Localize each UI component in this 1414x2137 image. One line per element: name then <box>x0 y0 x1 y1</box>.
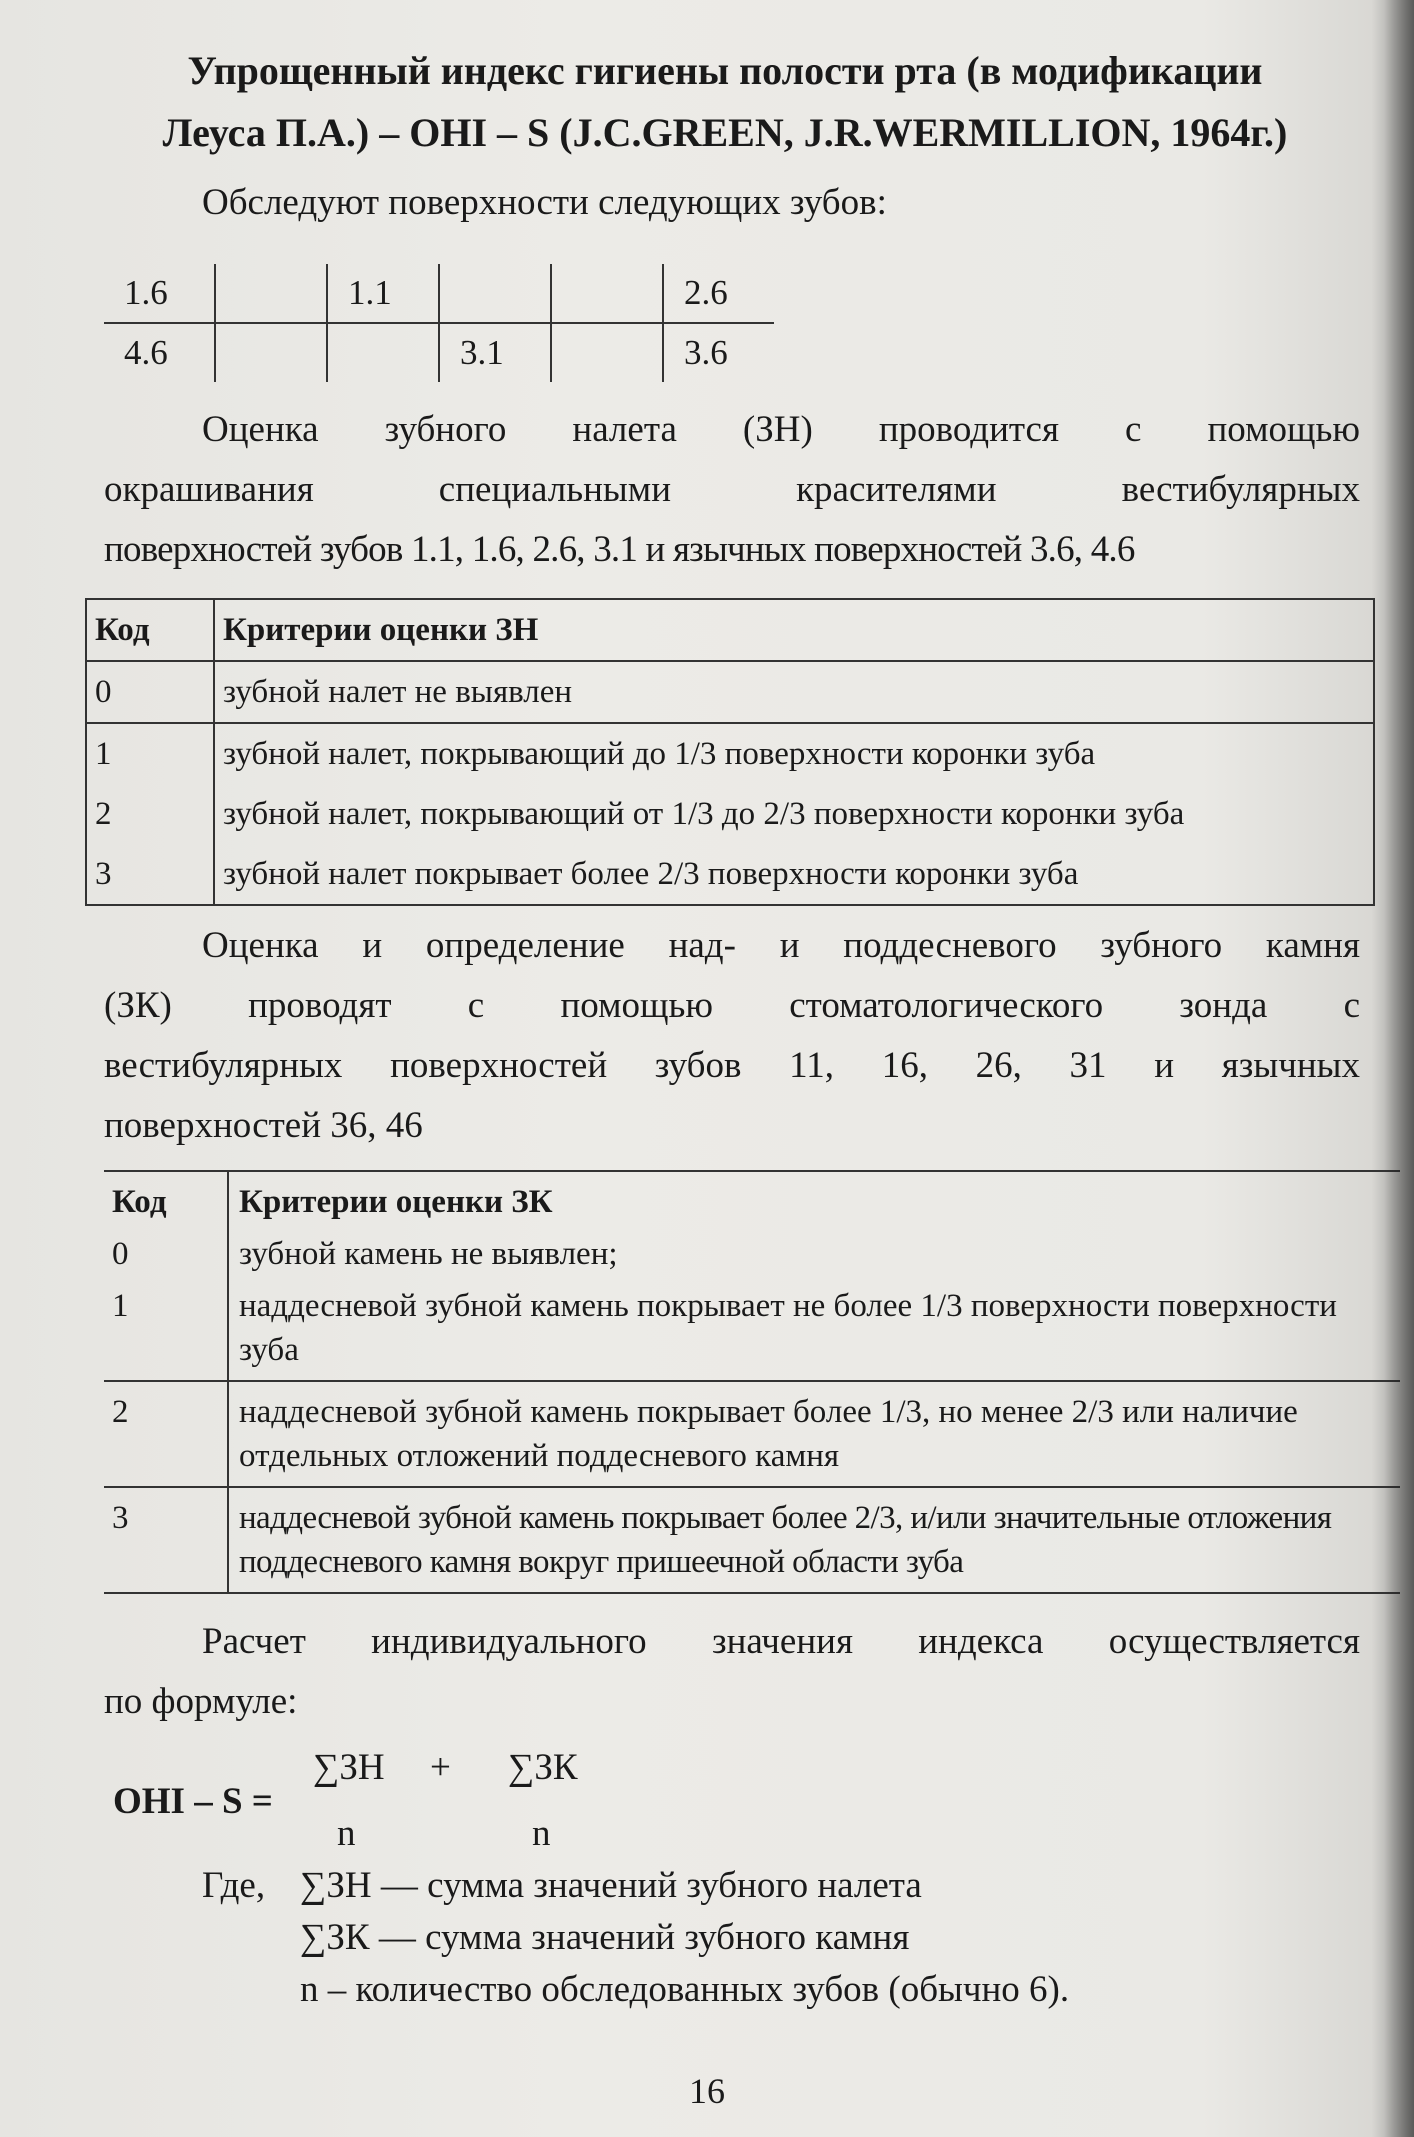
title-line-1: Упрощенный индекс гигиены полости рта (в модификации <box>187 48 1263 93</box>
calculus-line-3: вестибулярных поверхностей зубов 11, 16, 26, 31 и язычных <box>104 1045 1360 1086</box>
formula-label: OHI – S = <box>113 1781 273 1822</box>
legend-prefix: Где, <box>202 1865 266 1906</box>
table-row <box>104 1284 1400 1381</box>
formula-numerator-calculus: ∑ЗК <box>508 1747 578 1788</box>
table-header-row <box>104 1171 1400 1232</box>
table-row <box>104 1487 1400 1593</box>
criteria-cell: наддесневой зубной камень покрывает более 1/3, но менее 2/3 или наличие отдельных отложений поддесневого камня <box>228 1381 1400 1487</box>
criteria-cell: наддесневой зубной камень покрывает более 2/3, и/или значительные отложения поддесневого камня вокруг пришеечной области зуба <box>239 1500 1332 1580</box>
tooth-cell <box>551 264 663 323</box>
tooth-cell: 1.6 <box>104 264 215 323</box>
criteria-cell: зубной налет не выявлен <box>214 661 1374 723</box>
binding-shadow <box>1384 0 1414 2137</box>
teeth-row-lower <box>104 323 774 382</box>
code-cell: 3 <box>104 1487 228 1593</box>
tooth-cell: 1.1 <box>327 264 439 323</box>
plaque-paragraph <box>104 400 1360 580</box>
table-row <box>86 723 1374 784</box>
calculus-paragraph <box>104 916 1360 1156</box>
tooth-cell <box>215 323 327 382</box>
column-header-criteria: Критерии оценки ЗН <box>214 599 1374 661</box>
code-cell: 0 <box>104 1232 228 1284</box>
column-header-code: Код <box>86 599 214 661</box>
table-row <box>86 661 1374 723</box>
code-cell: 2 <box>104 1381 228 1487</box>
legend-item-plaque: ∑ЗН — сумма значений зубного налета <box>300 1865 922 1906</box>
table-row <box>86 784 1374 844</box>
teeth-row-upper <box>104 264 774 323</box>
formula-numerator-plaque: ∑ЗН <box>313 1747 385 1788</box>
code-cell: 1 <box>104 1284 228 1381</box>
intro-text: Обследуют поверхности следующих зубов: <box>202 182 887 223</box>
plaque-line-1: Оценка зубного налета (ЗН) проводится с помощью <box>202 409 1360 450</box>
calc-paragraph <box>104 1612 1360 1732</box>
table-row <box>104 1232 1400 1284</box>
teeth-grid <box>104 264 774 382</box>
tooth-cell: 4.6 <box>124 333 168 372</box>
column-header-code: Код <box>104 1171 228 1232</box>
legend-item-calculus: ∑ЗК — сумма значений зубного камня <box>300 1917 910 1958</box>
tooth-cell: 3.6 <box>663 323 774 382</box>
page-number: 16 <box>689 2071 725 2111</box>
column-header-criteria: Критерии оценки ЗК <box>239 1184 553 1220</box>
formula-denominator-1: n <box>337 1813 356 1854</box>
plaque-line-3: поверхностей зубов 1.1, 1.6, 2.6, 3.1 и язычных поверхностей 3.6, 4.6 <box>104 529 1135 570</box>
tooth-cell: 3.1 <box>439 323 551 382</box>
formula-plus: + <box>430 1747 451 1788</box>
code-cell: 0 <box>86 661 214 723</box>
calculus-line-1: Оценка и определение над- и поддесневого зубного камня <box>202 925 1360 966</box>
formula-denominator-2: n <box>532 1813 551 1854</box>
tooth-cell: 2.6 <box>663 264 774 323</box>
legend-item-n: n – количество обследованных зубов (обычно 6). <box>300 1969 1070 2010</box>
plaque-table <box>85 598 1375 906</box>
table-row <box>104 1381 1400 1487</box>
table-header-row <box>86 599 1374 661</box>
tooth-cell <box>551 323 663 382</box>
calculus-line-2: (ЗК) проводят с помощью стоматологического зонда с <box>104 985 1360 1026</box>
table-row <box>86 844 1374 905</box>
criteria-cell: зубной камень не выявлен; <box>239 1236 618 1272</box>
code-cell: 3 <box>86 844 214 905</box>
code-cell: 1 <box>86 723 214 784</box>
plaque-line-2: окрашивания специальными красителями вестибулярных <box>104 469 1360 510</box>
tooth-cell <box>327 323 439 382</box>
criteria-cell: зубной налет, покрывающий от 1/3 до 2/3 поверхности коронки зуба <box>223 796 1185 832</box>
criteria-cell: зубной налет, покрывающий до 1/3 поверхности коронки зуба <box>223 736 1096 772</box>
criteria-cell: зубной налет покрывает более 2/3 поверхности коронки зуба <box>223 856 1079 892</box>
calc-line-1: Расчет индивидуального значения индекса осуществляется <box>202 1621 1360 1662</box>
code-cell: 2 <box>86 784 214 844</box>
criteria-cell: наддесневой зубной камень покрывает не более 1/3 поверхности поверхности зуба <box>228 1284 1400 1381</box>
tooth-cell <box>439 264 551 323</box>
page-title <box>80 40 1370 164</box>
calc-line-2: по формуле: <box>104 1681 298 1722</box>
calculus-line-4: поверхностей 36, 46 <box>104 1105 423 1146</box>
tooth-cell <box>215 264 327 323</box>
calculus-table <box>104 1170 1400 1594</box>
title-line-2: Леуса П.А.) – OHI – S (J.C.GREEN, J.R.WERMILLION, 1964г.) <box>162 110 1288 155</box>
